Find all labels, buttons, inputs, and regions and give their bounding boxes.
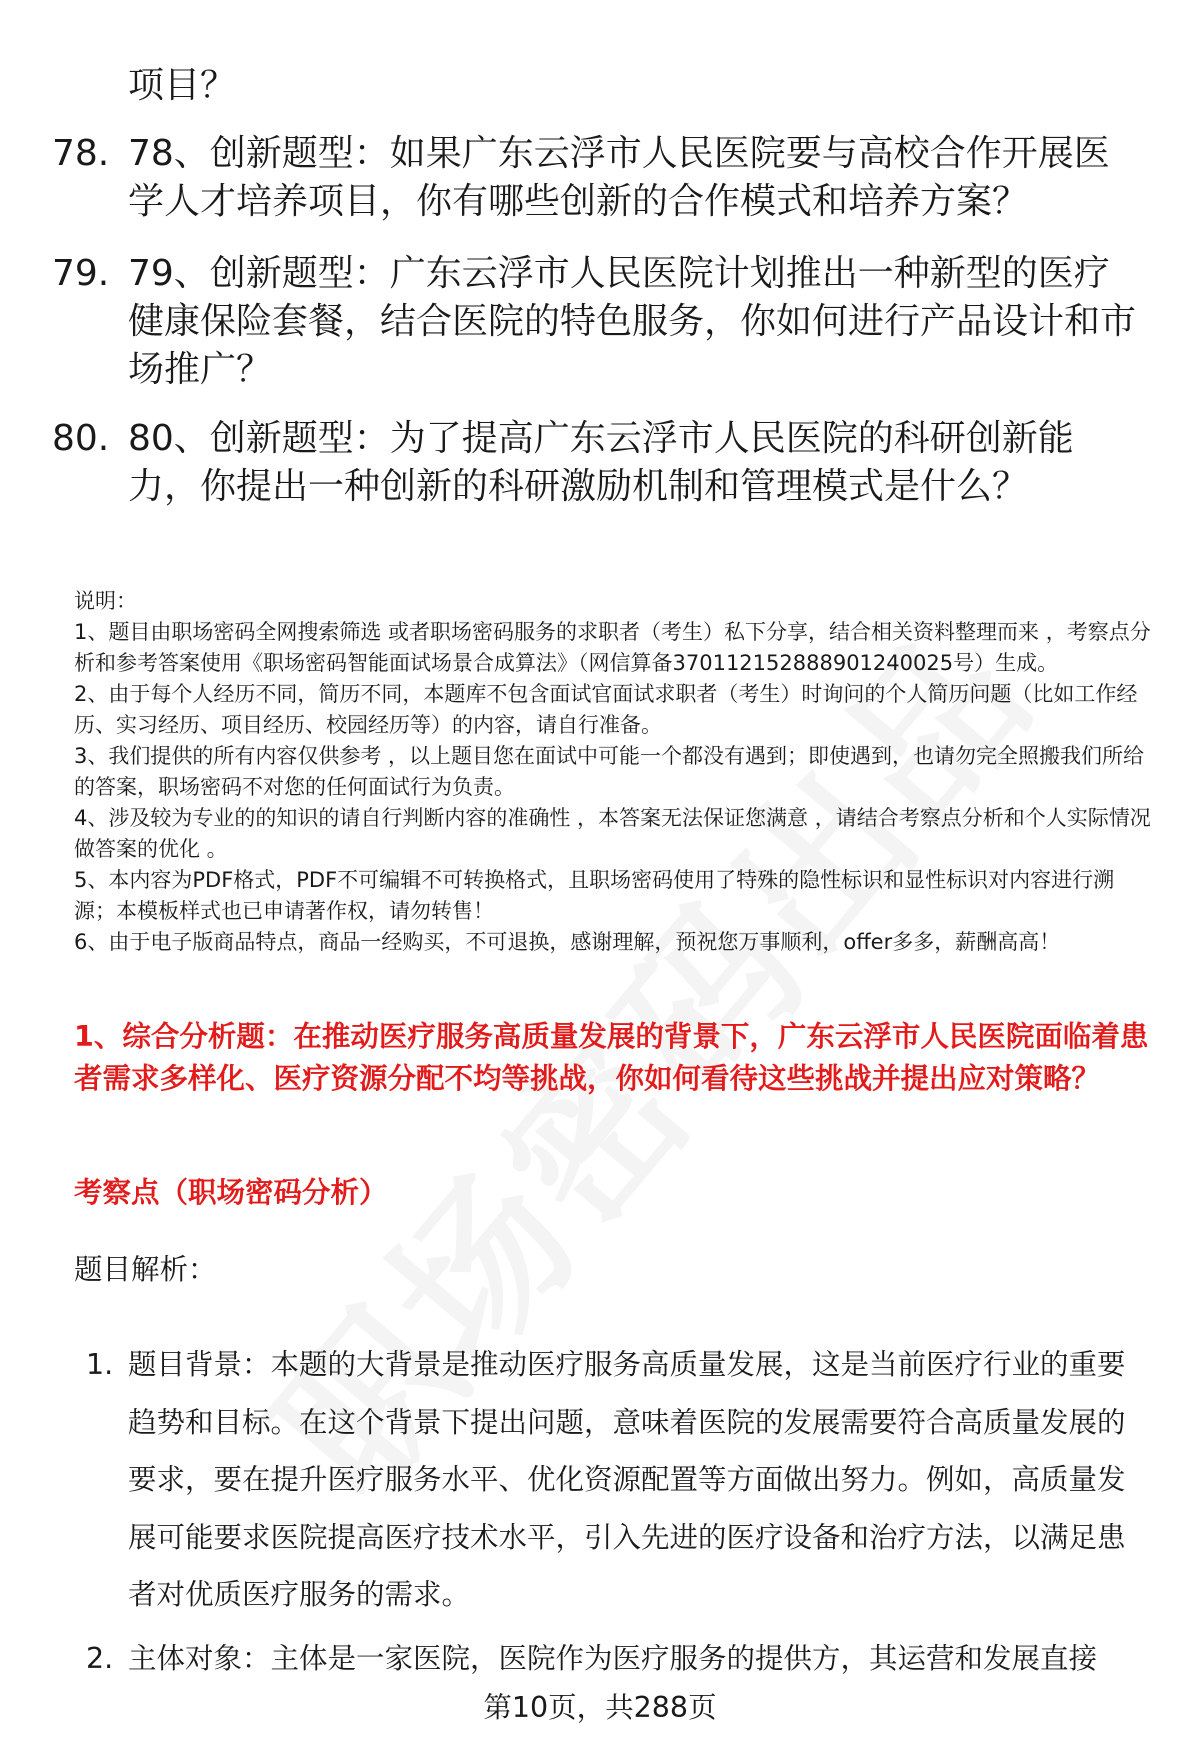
note-item-2: 2、由于每个人经历不同，简历不同，本题库不包含面试官面试求职者（考生）时询问的个人简历问题（比如工作经历、实习经历、项目经历、校园经历等）的内容，请自行准备。 xyxy=(74,682,1138,737)
question-text: 80、创新题型：为了提高广东云浮市人民医院的科研创新能力，你提出一种创新的科研激励机制和管理模式是什么？ xyxy=(128,418,1074,507)
note-item-6: 6、由于电子版商品特点，商品一经购买，不可退换，感谢理解，预祝您万事顺利，offer多多，薪酬高高！ xyxy=(74,930,1061,954)
question-text: 79、创新题型：广东云浮市人民医院计划推出一种新型的医疗健康保险套餐，结合医院的特色服务，你如何进行产品设计和市场推广？ xyxy=(128,253,1137,390)
analysis-number: 1. xyxy=(86,1348,114,1381)
question-77-continuation: 项目？ xyxy=(128,65,237,106)
question-number: 80. xyxy=(52,418,110,459)
question-text: 78、创新题型：如果广东云浮市人民医院要与高校合作开展医学人才培养项目，你有哪些创新的合作模式和培养方案？ xyxy=(128,133,1110,222)
notes-title: 说明： xyxy=(74,589,137,613)
analysis-heading: 题目解析： xyxy=(74,1253,217,1286)
page-footer: 第10页，共288页 xyxy=(483,1691,717,1724)
exam-point-heading: 考察点（职场密码分析） xyxy=(74,1176,388,1209)
question-1-title: 1、综合分析题：在推动医疗服务高质量发展的背景下，广东云浮市人民医院面临着患者需求多样化、医疗资源分配不均等挑战，你如何看待这些挑战并提出应对策略？ xyxy=(74,1020,1149,1095)
analysis-number: 2. xyxy=(86,1642,114,1675)
note-item-3: 3、我们提供的所有内容仅供参考 ，以上题目您在面试中可能一个都没有遇到；即使遇到，也请勿完全照搬我们所给的答案，职场密码不对您的任何面试行为负责。 xyxy=(74,744,1145,799)
note-item-5: 5、本内容为PDF格式，PDF不可编辑不可转换格式，且职场密码使用了特殊的隐性标识和显性标识对内容进行溯源；本模板样式也已申请著作权，请勿转售！ xyxy=(74,868,1115,923)
question-number: 78. xyxy=(52,133,110,174)
notes-section xyxy=(74,586,1154,958)
note-item-1: 1、题目由职场密码全网搜索筛选 或者职场密码服务的求职者（考生）私下分享，结合相关资料整理而来 ，考察点分析和参考答案使用《职场密码智能面试场景合成算法》（网信算备370112152888901240025号）生成。 xyxy=(74,620,1151,675)
note-item-4: 4、涉及较为专业的的知识的请自行判断内容的准确性 ，本答案无法保证您满意 ，请结合考察点分析和个人实际情况做答案的优化 。 xyxy=(74,806,1151,861)
question-number: 79. xyxy=(52,253,110,294)
analysis-text: 主体对象：主体是一家医院，医院作为医疗服务的提供方，其运营和发展直接 xyxy=(128,1642,1098,1675)
analysis-text: 题目背景：本题的大背景是推动医疗服务高质量发展，这是当前医疗行业的重要趋势和目标。在这个背景下提出问题，意味着医院的发展需要符合高质量发展的要求，要在提升医疗服务水平、优化资源配置等方面做出努力。例如，高质量发展可能要求医院提高医疗技术水平，引入先进的医疗设备和治疗方法，以满足患者对优质医疗服务的需求。 xyxy=(128,1348,1126,1611)
